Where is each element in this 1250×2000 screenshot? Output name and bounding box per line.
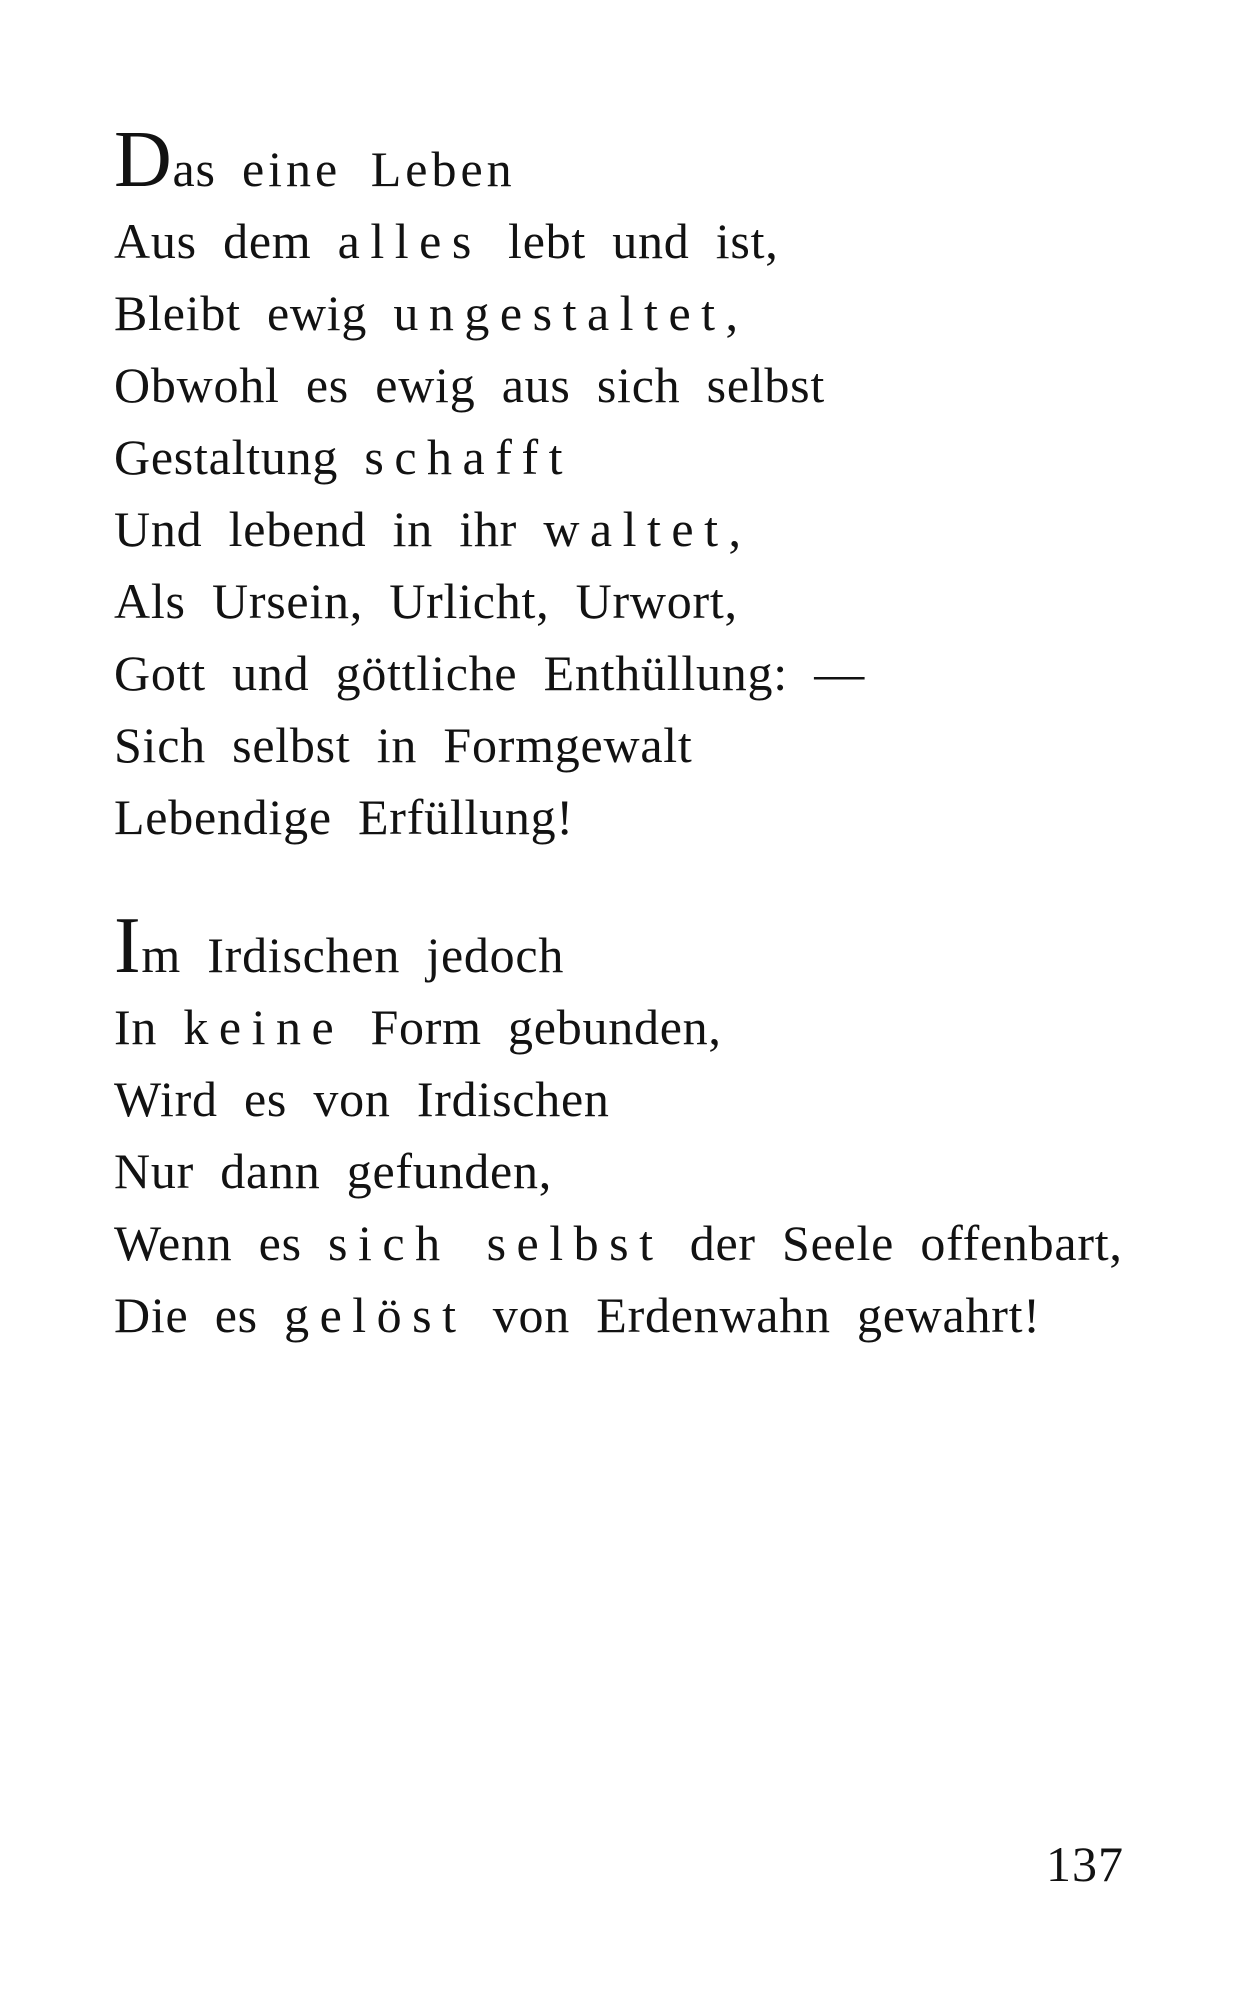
poem-text: Obwohl es ewig aus sich selbst	[114, 357, 826, 413]
poem-text: der Seele offenbart,	[663, 1215, 1123, 1271]
poem-line	[114, 565, 1123, 637]
poem-text: as	[172, 141, 242, 197]
poem-text: alles	[337, 213, 482, 269]
poem-text: In	[114, 999, 184, 1055]
poem-text: Als Ursein, Urlicht, Urwort,	[114, 573, 738, 629]
poem-text: Bleibt ewig	[114, 285, 394, 341]
poem-text: keine	[183, 999, 345, 1055]
stanza-2	[114, 902, 1123, 1351]
poem-line	[114, 1063, 1123, 1135]
poem-line	[114, 637, 1123, 709]
drop-cap: D	[114, 116, 173, 204]
poem-text: Lebendige Erfüllung!	[114, 789, 574, 845]
poem-text: Gestaltung	[114, 429, 365, 485]
poem-text: Sich selbst in Formgewalt	[114, 717, 693, 773]
page-number: 137	[1046, 1836, 1124, 1892]
poem-text: lebt und ist,	[481, 213, 779, 269]
poem-text: Form gebunden,	[344, 999, 722, 1055]
poem-line	[114, 991, 1123, 1063]
poem-line	[114, 902, 1123, 991]
poem-text: Wird es von Irdischen	[114, 1071, 610, 1127]
poem-text: gelöst	[284, 1287, 467, 1343]
poem-text: Gott und göttliche Enthüllung: —	[114, 645, 865, 701]
poem-text: sich selbst	[328, 1215, 664, 1271]
poem-line	[114, 1135, 1123, 1207]
poem-line	[114, 421, 1123, 493]
poem-line	[114, 349, 1123, 421]
poem-text: von Erdenwahn gewahrt!	[466, 1287, 1041, 1343]
poem-text: schafft	[364, 429, 574, 485]
poem-text: m Irdischen jedoch	[141, 927, 565, 983]
poem-line	[114, 493, 1123, 565]
poem-line	[114, 1279, 1123, 1351]
poem-text: ungestaltet	[393, 285, 726, 341]
poem-text: ,	[728, 501, 742, 557]
poem-line	[114, 277, 1123, 349]
poem-line	[114, 781, 1123, 853]
poem-line	[114, 116, 1123, 205]
poem-text: Aus dem	[114, 213, 338, 269]
poem-text: Nur dann gefunden,	[114, 1143, 552, 1199]
poem	[114, 116, 1123, 1351]
poem-line	[114, 709, 1123, 781]
poem-text: Die es	[114, 1287, 285, 1343]
poem-line	[114, 205, 1123, 277]
drop-cap: I	[114, 902, 142, 990]
poem-text: eine Leben	[241, 141, 516, 197]
poem-line	[114, 1207, 1123, 1279]
stanza-1	[114, 116, 1123, 853]
poem-text: Wenn es	[114, 1215, 329, 1271]
poem-text: Und lebend in ihr	[114, 501, 544, 557]
poem-text: ,	[725, 285, 739, 341]
poem-text: waltet	[543, 501, 729, 557]
